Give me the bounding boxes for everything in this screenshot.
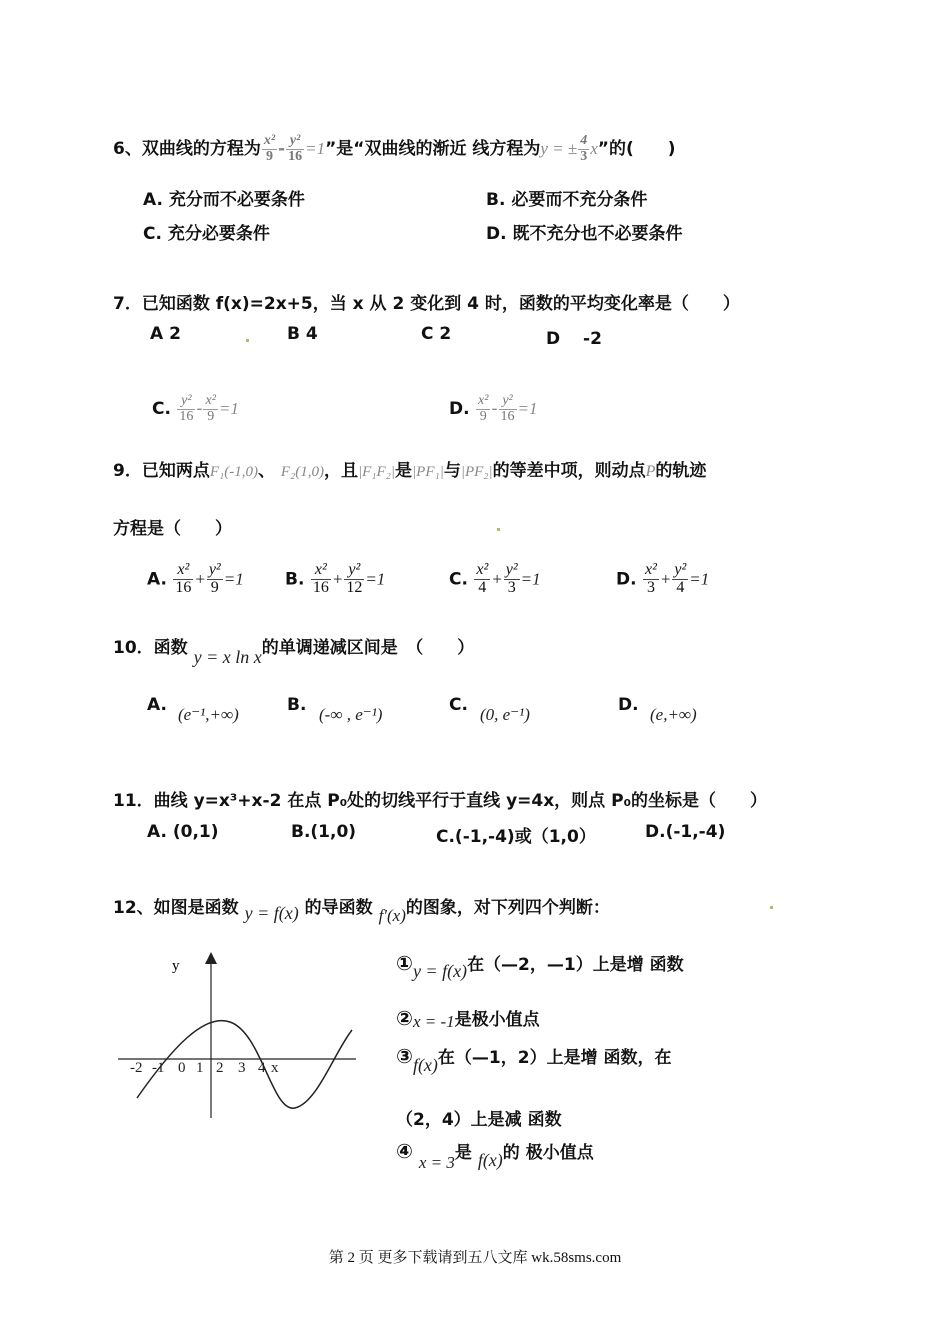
q12-judgement-3: ③f(x)在（—1，2）上是增 函数，在 xyxy=(396,1044,672,1075)
q11-stem: 11．曲线 y=x³+x-2 在点 P₀处的切线平行于直线 y=4x，则点 P₀的坐标是（ ） xyxy=(113,791,768,811)
graph-y-label: y xyxy=(172,958,180,974)
q7-option-b: B 4 xyxy=(287,324,318,344)
q9-option-a: A. $\frac{\text{x²}}{16}$ + $\frac{\text{y²}}{9}$ =1 xyxy=(147,561,244,596)
tick-label: 2 xyxy=(216,1060,224,1076)
q7-stem: 7．已知函数 f(x)=2x+5，当 x 从 2 变化到 4 时，函数的平均变化率是（ ） xyxy=(113,294,740,314)
q9-stem-line2: 方程是（ ） xyxy=(113,519,232,539)
q12-judgement-4: ④ x = 3是 f(x)的 极小值点 xyxy=(396,1139,594,1172)
q7-option-a: A 2 xyxy=(150,324,181,344)
tick-label: 1 xyxy=(196,1060,204,1076)
q6-stem: 6、双曲线的方程为 $\frac{\text{x²}}{9}$ - $\frac{\text{y²}}{16}$ =1”是“双曲线的渐近 线方程为y = ± $\frac{4}{3}$ x”的( ) xyxy=(113,133,676,164)
q10-label-a: A. xyxy=(147,695,167,715)
derivative-graph xyxy=(112,948,362,1123)
q10-label-c: C. xyxy=(449,695,468,715)
page-footer: 第 2 页 更多下载请到五八文库 wk.58sms.com xyxy=(328,1250,622,1266)
tick-label: 3 xyxy=(238,1060,246,1076)
q12-judgement-3-line2: （2，4）上是减 函数 xyxy=(396,1110,562,1130)
q6-option-c: C. 充分必要条件 xyxy=(143,224,270,244)
q12-judgement-1: ①y = f(x)在（—2，—1）上是增 函数 xyxy=(396,951,684,981)
q10-option-b: (-∞ , e⁻¹) xyxy=(319,705,383,724)
q10-option-c: (0, e⁻¹) xyxy=(480,705,530,724)
q6-option-a: A. 充分而不必要条件 xyxy=(143,190,305,210)
tick-label: -1 xyxy=(152,1060,165,1076)
graph-x-label: x xyxy=(271,1060,279,1076)
q9-option-d: D. $\frac{\text{x²}}{3}$ + $\frac{\text{y²}}{4}$ =1 xyxy=(616,561,710,596)
q9-option-b: B. $\frac{\text{x²}}{16}$ + $\frac{\text{y²}}{12}$ =1 xyxy=(285,561,386,596)
q12-judgement-2: ②x = -1是极小值点 xyxy=(396,1006,540,1031)
q8-option-c: C. $\frac{\text{y²}}{16}$ - $\frac{\text{x²}}{9}$ =1 xyxy=(152,393,239,424)
q6-frac-y: $\frac{\text{y²}}{16}$ xyxy=(288,133,303,164)
speck xyxy=(246,339,249,342)
q10-label-b: B. xyxy=(287,695,307,715)
q12-stem: 12、如图是函数 y = f(x) 的导函数 f′(x)的图象，对下列四个判断： xyxy=(113,898,610,925)
q10-label-d: D. xyxy=(618,695,639,715)
q8-option-d: D. $\frac{\text{x²}}{9}$ - $\frac{\text{y²}}{16}$ =1 xyxy=(449,393,538,424)
q11-option-c: C.(-1,-4)或（1,0） xyxy=(436,827,596,847)
tick-label: 0 xyxy=(178,1060,186,1076)
q7-option-d: D -2 xyxy=(546,329,602,349)
q6-frac-x: $\frac{\text{x²}}{9}$ xyxy=(263,133,276,164)
q6-option-d: D. 既不充分也不必要条件 xyxy=(486,224,683,244)
speck xyxy=(497,528,500,531)
q10-option-a: (e⁻¹,+∞) xyxy=(178,705,239,724)
q7-option-c: C 2 xyxy=(421,324,452,344)
q11-option-b: B.(1,0) xyxy=(291,822,357,842)
speck xyxy=(770,906,773,909)
q6-option-b: B. 必要而不充分条件 xyxy=(486,190,648,210)
q11-option-d: D.(-1,-4) xyxy=(645,822,726,842)
tick-label: 4 xyxy=(258,1060,266,1076)
q11-option-a: A. (0,1) xyxy=(147,822,219,842)
tick-label: -2 xyxy=(130,1060,143,1076)
q9-stem: 9．已知两点F₁(-1,0)、 F₂(1,0)，且|F₁F₂|是|PF₁|与|PF₂|的等差中项，则动点P的轨迹 xyxy=(113,461,707,481)
q6-frac-asym: $\frac{4}{3}$ xyxy=(580,133,588,164)
q10-stem: 10．函数 y = x ln x的单调递减区间是 （ ） xyxy=(113,638,475,667)
q10-option-d: (e,+∞) xyxy=(650,705,697,724)
q9-option-c: C. $\frac{\text{x²}}{4}$ + $\frac{\text{y²}}{3}$ =1 xyxy=(449,561,541,596)
